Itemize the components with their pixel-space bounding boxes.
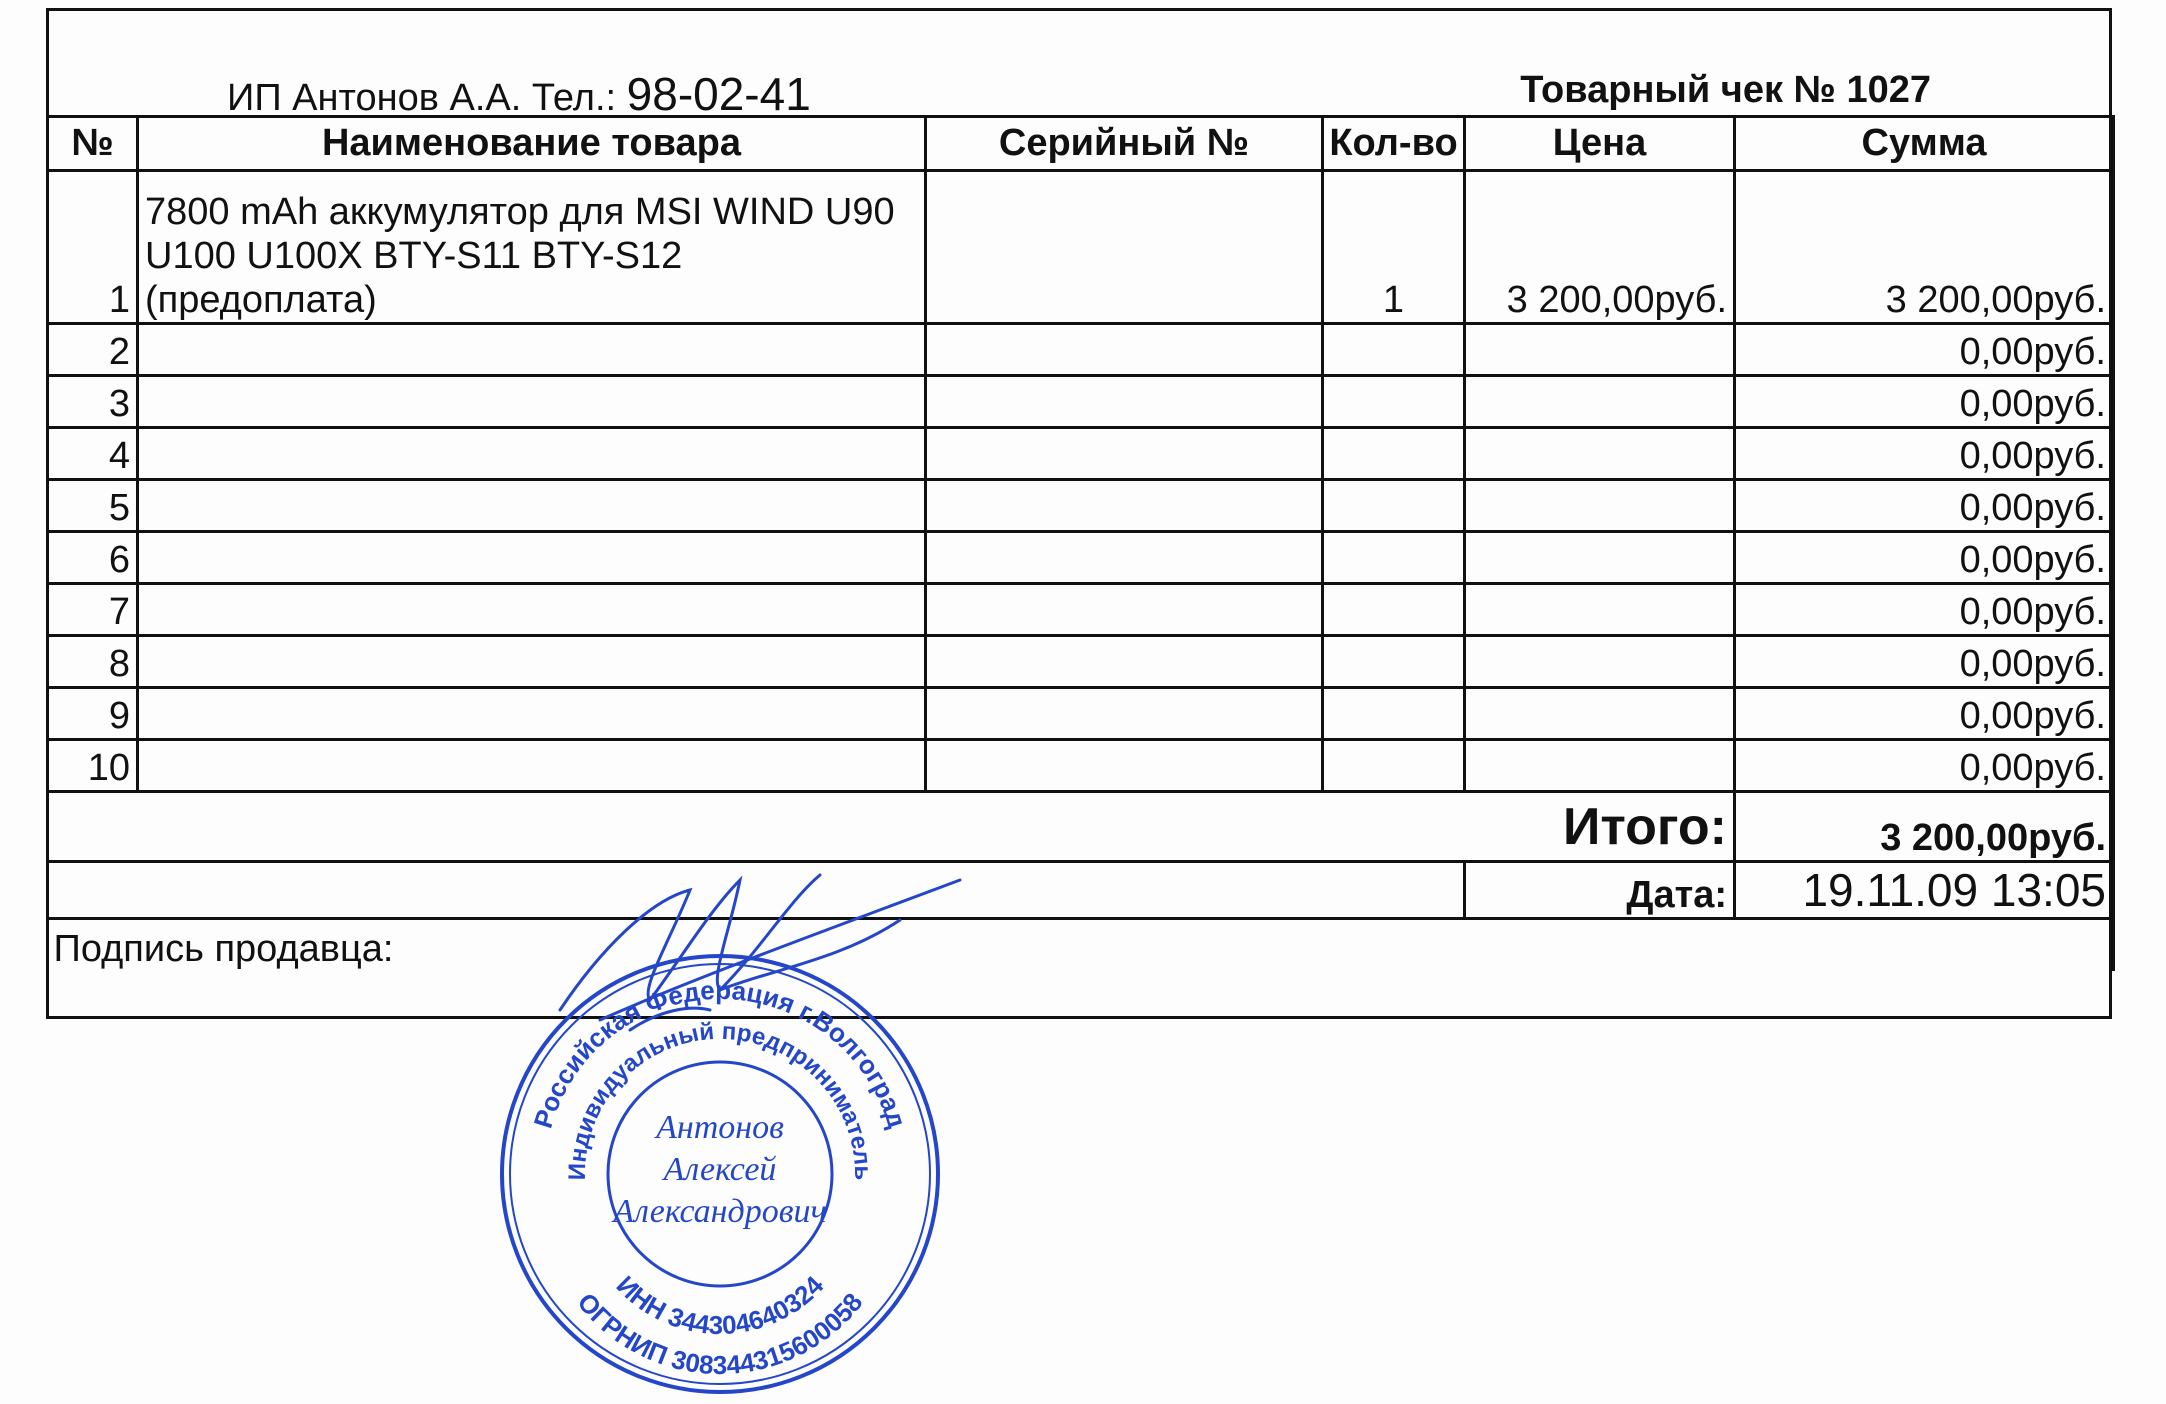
table-row xyxy=(48,636,2114,688)
table-row xyxy=(48,428,2114,480)
item-serial xyxy=(926,480,1323,532)
item-price xyxy=(1465,376,1735,428)
item-serial xyxy=(926,636,1323,688)
item-name xyxy=(138,376,926,428)
item-serial xyxy=(926,688,1323,740)
seller-name: ИП Антонов А.А. Тел.: xyxy=(227,77,617,119)
item-price xyxy=(1465,428,1735,480)
table-row xyxy=(48,532,2114,584)
total-label: Итого: xyxy=(48,792,1735,862)
item-qty xyxy=(1323,688,1465,740)
table-row xyxy=(48,740,2114,792)
stamp-name-line-2: Алексей xyxy=(663,1151,777,1188)
item-sum: 3 200,00руб. xyxy=(1735,171,2114,324)
item-price xyxy=(1465,532,1735,584)
item-qty xyxy=(1323,584,1465,636)
handwritten-signature xyxy=(540,860,1000,1060)
item-name xyxy=(138,428,926,480)
row-number: 5 xyxy=(48,480,138,532)
item-sum: 0,00руб. xyxy=(1735,532,2114,584)
item-name: 7800 mAh аккумулятор для MSI WIND U90 U100 U100X BTY-S11 BTY-S12 (предоплата) xyxy=(138,171,926,324)
item-sum: 0,00руб. xyxy=(1735,428,2114,480)
row-number: 3 xyxy=(48,376,138,428)
receipt xyxy=(46,8,2112,1019)
row-number: 1 xyxy=(48,171,138,324)
item-name xyxy=(138,636,926,688)
item-serial xyxy=(926,376,1323,428)
item-name xyxy=(138,688,926,740)
col-header-qty: Кол-во xyxy=(1323,117,1465,171)
item-serial xyxy=(926,171,1323,324)
date-row xyxy=(48,862,2114,919)
total-value: 3 200,00руб. xyxy=(1735,792,2114,862)
item-qty xyxy=(1323,324,1465,376)
stamp-inner-text: Индивидуальный предприниматель xyxy=(563,1017,877,1181)
item-price xyxy=(1465,688,1735,740)
item-name xyxy=(138,480,926,532)
item-name xyxy=(138,324,926,376)
signature-row xyxy=(48,919,2114,971)
table-row xyxy=(48,584,2114,636)
stamp-ogrnip: ОГРНИП 308344315600058 xyxy=(571,1287,869,1381)
row-number: 6 xyxy=(48,532,138,584)
item-serial xyxy=(926,324,1323,376)
item-price xyxy=(1465,636,1735,688)
item-price xyxy=(1465,324,1735,376)
item-sum: 0,00руб. xyxy=(1735,740,2114,792)
table-row xyxy=(48,324,2114,376)
item-price xyxy=(1465,740,1735,792)
item-sum: 0,00руб. xyxy=(1735,688,2114,740)
item-qty: 1 xyxy=(1323,171,1465,324)
item-qty xyxy=(1323,376,1465,428)
stamp-outer-text: Российская Федерация г.Волгоград xyxy=(527,974,913,1132)
seller-phone: 98-02-41 xyxy=(626,68,811,120)
seller-info xyxy=(227,67,811,121)
item-sum: 0,00руб. xyxy=(1735,376,2114,428)
item-price xyxy=(1465,584,1735,636)
item-sum: 0,00руб. xyxy=(1735,636,2114,688)
row-number: 10 xyxy=(48,740,138,792)
item-serial xyxy=(926,428,1323,480)
item-qty xyxy=(1323,532,1465,584)
row-number: 7 xyxy=(48,584,138,636)
row-number: 8 xyxy=(48,636,138,688)
item-price: 3 200,00руб. xyxy=(1465,171,1735,324)
col-header-sum: Сумма xyxy=(1735,117,2114,171)
item-qty xyxy=(1323,428,1465,480)
item-name xyxy=(138,532,926,584)
date-label: Дата: xyxy=(1465,862,1735,919)
stamp-name-line-3: Александрович xyxy=(613,1193,827,1230)
item-sum: 0,00руб. xyxy=(1735,480,2114,532)
signature-label: Подпись продавца: xyxy=(48,919,2114,971)
col-header-serial: Серийный № xyxy=(926,117,1323,171)
item-serial xyxy=(926,532,1323,584)
row-number: 9 xyxy=(48,688,138,740)
date-value: 19.11.09 13:05 xyxy=(1735,862,2114,919)
item-qty xyxy=(1323,636,1465,688)
table-row xyxy=(48,688,2114,740)
item-serial xyxy=(926,740,1323,792)
col-header-price: Цена xyxy=(1465,117,1735,171)
item-serial xyxy=(926,584,1323,636)
item-sum: 0,00руб. xyxy=(1735,584,2114,636)
col-header-name: Наименование товара xyxy=(138,117,926,171)
stamp-inn: ИНН 344304640324 xyxy=(610,1269,830,1341)
item-name xyxy=(138,740,926,792)
row-number: 2 xyxy=(48,324,138,376)
item-name xyxy=(138,584,926,636)
item-price xyxy=(1465,480,1735,532)
receipt-title: Товарный чек № 1027 xyxy=(1520,69,1931,111)
items-table xyxy=(46,115,2115,971)
total-row xyxy=(48,792,2114,862)
table-row xyxy=(48,171,2114,324)
stamp-name-line-1: Антонов xyxy=(656,1109,784,1146)
row-number: 4 xyxy=(48,428,138,480)
col-header-number: № xyxy=(48,117,138,171)
item-qty xyxy=(1323,480,1465,532)
table-header-row xyxy=(48,117,2114,171)
table-row xyxy=(48,376,2114,428)
table-row xyxy=(48,480,2114,532)
item-qty xyxy=(1323,740,1465,792)
item-sum: 0,00руб. xyxy=(1735,324,2114,376)
